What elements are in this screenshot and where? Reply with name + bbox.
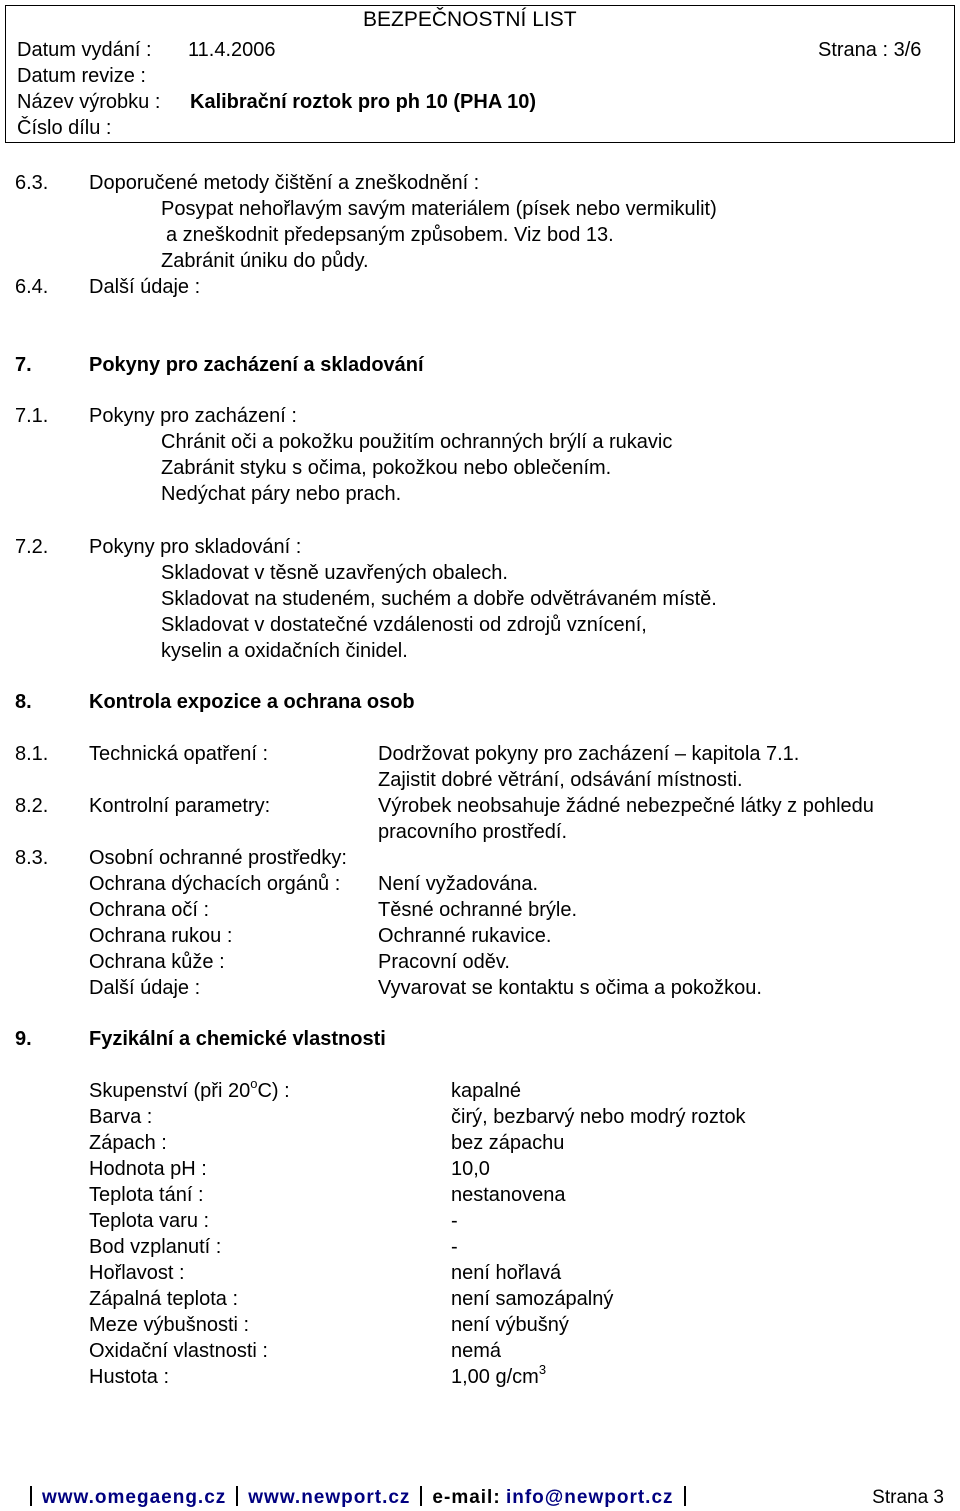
revision-date-label: Datum revize : [17,65,146,87]
property-value: - [451,1236,458,1258]
property-label: Bod vzplanutí : [89,1236,222,1258]
section-7-2-title: Pokyny pro skladování : [89,536,302,558]
property-value: bez zápachu [451,1132,565,1154]
section-7-1-line: Chránit oči a pokožku použitím ochranných brýlí a rukavic [161,431,673,453]
footer-separator [236,1486,238,1506]
footer [20,1486,952,1510]
section-7-number: 7. [15,354,32,376]
property-label: Teplota tání : [89,1184,204,1206]
section-7-2-line: Skladovat v těsně uzavřených obalech. [161,562,508,584]
property-value: nemá [451,1340,502,1362]
footer-link-newport[interactable]: www.newport.cz [248,1487,411,1508]
ppe-value: Ochranné rukavice. [378,925,552,947]
degree-sup: o [250,1076,258,1091]
document-title: BEZPEČNOSTNÍ LIST [363,8,577,31]
section-6-4-title: Další údaje : [89,276,201,298]
section-6-3-line: Zabránit úniku do půdy. [161,250,369,272]
ppe-label: Ochrana kůže : [89,951,225,973]
footer-email-link[interactable]: info@newport.cz [505,1487,674,1508]
section-7-1-number: 7.1. [15,405,49,427]
section-8-title: Kontrola expozice a ochrana osob [89,691,415,713]
property-label: Hodnota pH : [89,1158,207,1180]
property-value: - [451,1210,458,1232]
issue-date: 11.4.2006 [188,39,276,61]
footer-page: Strana 3 [872,1487,944,1508]
section-7-1-title: Pokyny pro zacházení : [89,405,297,427]
section-8-2-value: pracovního prostředí. [378,821,567,843]
property-label: Zápach : [89,1132,167,1154]
section-6-3-line: Posypat nehořlavým savým materiálem (písek nebo vermikulit) [161,198,717,220]
property-value: nestanovena [451,1184,566,1206]
section-7-2-line: Skladovat v dostatečné vzdálenosti od zdrojů vznícení, [161,614,647,636]
footer-link-omegaeng[interactable]: www.omegaeng.cz [42,1487,227,1508]
footer-email-label: e-mail: [432,1487,501,1508]
section-7-1-line: Zabránit styku s očima, pokožkou nebo oblečením. [161,457,612,479]
cubic-sup: 3 [538,1362,547,1377]
section-8-number: 8. [15,691,32,713]
section-9-title: Fyzikální a chemické vlastnosti [89,1028,386,1050]
ppe-label: Ochrana očí : [89,899,210,921]
property-value: čirý, bezbarvý nebo modrý roztok [451,1106,746,1128]
ppe-value: Těsné ochranné brýle. [378,899,578,921]
section-9-number: 9. [15,1028,32,1050]
section-7-2-line: kyselin a oxidačních činidel. [161,640,408,662]
property-value [451,1362,547,1389]
section-7-2-number: 7.2. [15,536,49,558]
property-label: Barva : [89,1106,153,1128]
property-value: 10,0 [451,1158,490,1180]
section-8-1-number: 8.1. [15,743,49,765]
section-7-1-line: Nedýchat páry nebo prach. [161,483,402,505]
section-7-2-line: Skladovat na studeném, suchém a dobře odvětrávaném místě. [161,588,717,610]
property-label: Oxidační vlastnosti : [89,1340,268,1362]
property-label: Hustota : [89,1366,170,1388]
page-info: Strana : 3/6 [818,39,922,61]
property-value: není hořlavá [451,1262,562,1284]
section-7-title: Pokyny pro zacházení a skladování [89,354,424,376]
part-number-label: Číslo dílu : [17,117,112,139]
section-8-1-value: Dodržovat pokyny pro zacházení – kapitola 7.1. [378,743,800,765]
state-label-text: Skupenství (při 20 [89,1080,251,1102]
ppe-value: Není vyžadována. [378,873,539,895]
product-name-label: Název výrobku : [17,91,161,113]
property-label: Teplota varu : [89,1210,210,1232]
section-8-1-label: Technická opatření : [89,743,268,765]
section-8-1-value: Zajistit dobré větrání, odsávání místnosti. [378,769,743,791]
ppe-value: Vyvarovat se kontaktu s očima a pokožkou. [378,977,762,999]
state-label-text: C) : [257,1080,290,1102]
section-6-3-title: Doporučené metody čištění a zneškodnění : [89,172,480,194]
product-name: Kalibrační roztok pro ph 10 (PHA 10) [190,91,536,113]
section-6-3-line: a zneškodnit předepsaným způsobem. Viz bod 13. [166,224,614,246]
property-label: Zápalná teplota : [89,1288,238,1310]
section-8-3-number: 8.3. [15,847,49,869]
section-8-2-value: Výrobek neobsahuje žádné nebezpečné látky z pohledu [378,795,874,817]
property-value: není výbušný [451,1314,569,1336]
section-6-3-number: 6.3. [15,172,49,194]
property-value: není samozápalný [451,1288,614,1310]
section-8-3-label: Osobní ochranné prostředky: [89,847,347,869]
ppe-value: Pracovní oděv. [378,951,510,973]
section-8-2-number: 8.2. [15,795,49,817]
property-label [89,1076,290,1103]
ppe-label: Další údaje : [89,977,201,999]
property-label: Meze výbušnosti : [89,1314,250,1336]
ppe-label: Ochrana dýchacích orgánů : [89,873,341,895]
ppe-label: Ochrana rukou : [89,925,233,947]
property-label: Hořlavost : [89,1262,185,1284]
issue-date-label: Datum vydání : [17,39,152,61]
property-value: kapalné [451,1080,522,1102]
footer-separator [684,1486,686,1506]
footer-separator [420,1486,422,1506]
section-8-2-label: Kontrolní parametry: [89,795,271,817]
density-value-text: 1,00 g/cm [451,1366,539,1388]
section-6-4-number: 6.4. [15,276,49,298]
footer-separator [30,1486,32,1506]
